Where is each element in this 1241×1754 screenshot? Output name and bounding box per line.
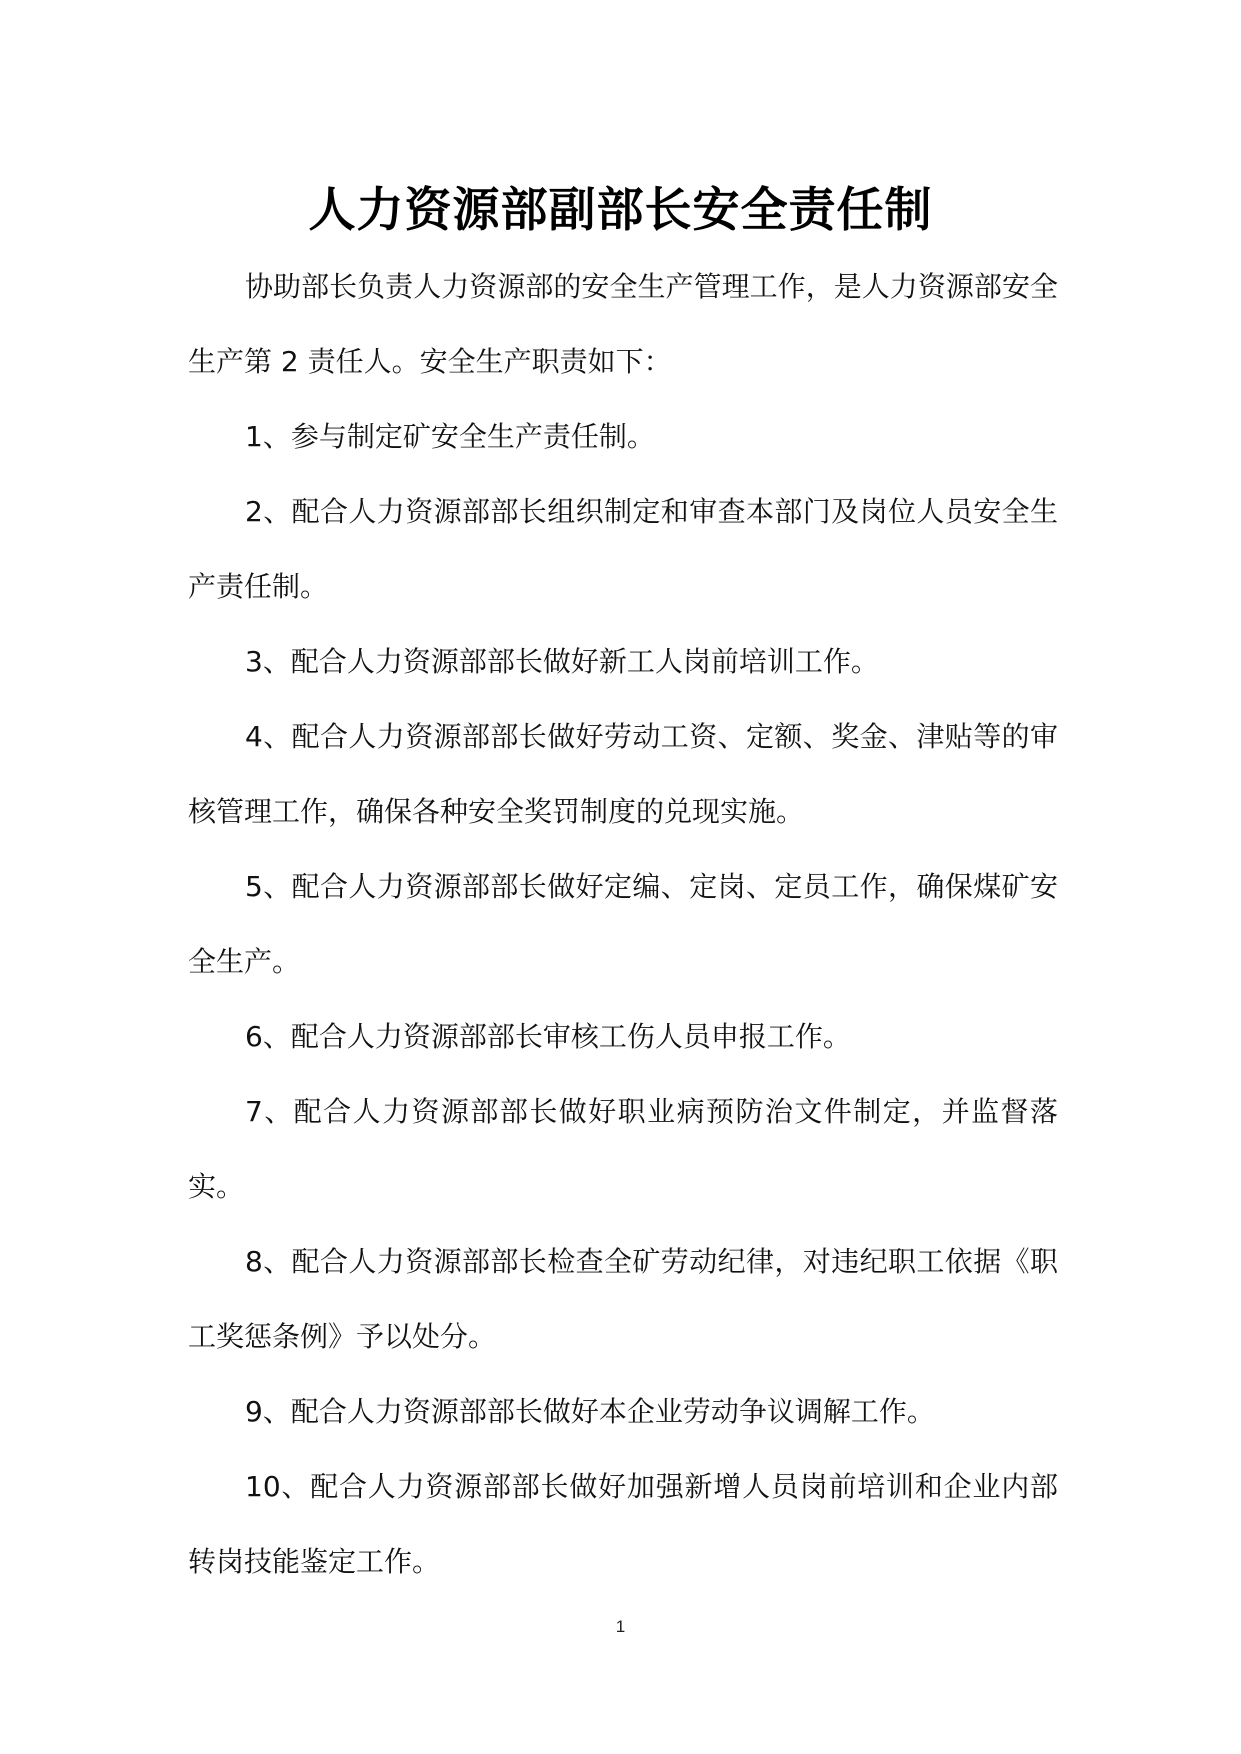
paragraph-item-6: 6、配合人力资源部部长审核工伤人员申报工作。 — [245, 1020, 851, 1053]
paragraph-intro: 协助部长负责人力资源部的安全生产管理工作，是人力资源部安全生产第 2 责任人。安全生产职责如下： — [188, 270, 1058, 378]
paragraph-item-9: 9、配合人力资源部部长做好本企业劳动争议调解工作。 — [245, 1395, 935, 1428]
paragraph-item-10: 10、配合人力资源部部长做好加强新增人员岗前培训和企业内部转岗技能鉴定工作。 — [188, 1470, 1058, 1578]
paragraph-item-4: 4、配合人力资源部部长做好劳动工资、定额、奖金、津贴等的审核管理工作，确保各种安全奖罚制度的兑现实施。 — [188, 720, 1058, 828]
paragraph-item-1: 1、参与制定矿安全生产责任制。 — [245, 420, 655, 453]
paragraph-item-3: 3、配合人力资源部部长做好新工人岗前培训工作。 — [245, 645, 879, 678]
page-number: 1 — [615, 1617, 626, 1636]
paragraph-item-8: 8、配合人力资源部部长检查全矿劳动纪律，对违纪职工依据《职工奖惩条例》予以处分。 — [188, 1245, 1058, 1353]
paragraph-item-5: 5、配合人力资源部部长做好定编、定岗、定员工作，确保煤矿安全生产。 — [188, 870, 1058, 978]
document-title: 人力资源部副部长安全责任制 — [308, 183, 933, 239]
paragraph-item-2: 2、配合人力资源部部长组织制定和审查本部门及岗位人员安全生产责任制。 — [188, 495, 1058, 603]
document-body — [188, 249, 1058, 1599]
paragraph-item-7: 7、配合人力资源部部长做好职业病预防治文件制定，并监督落实。 — [188, 1095, 1058, 1203]
